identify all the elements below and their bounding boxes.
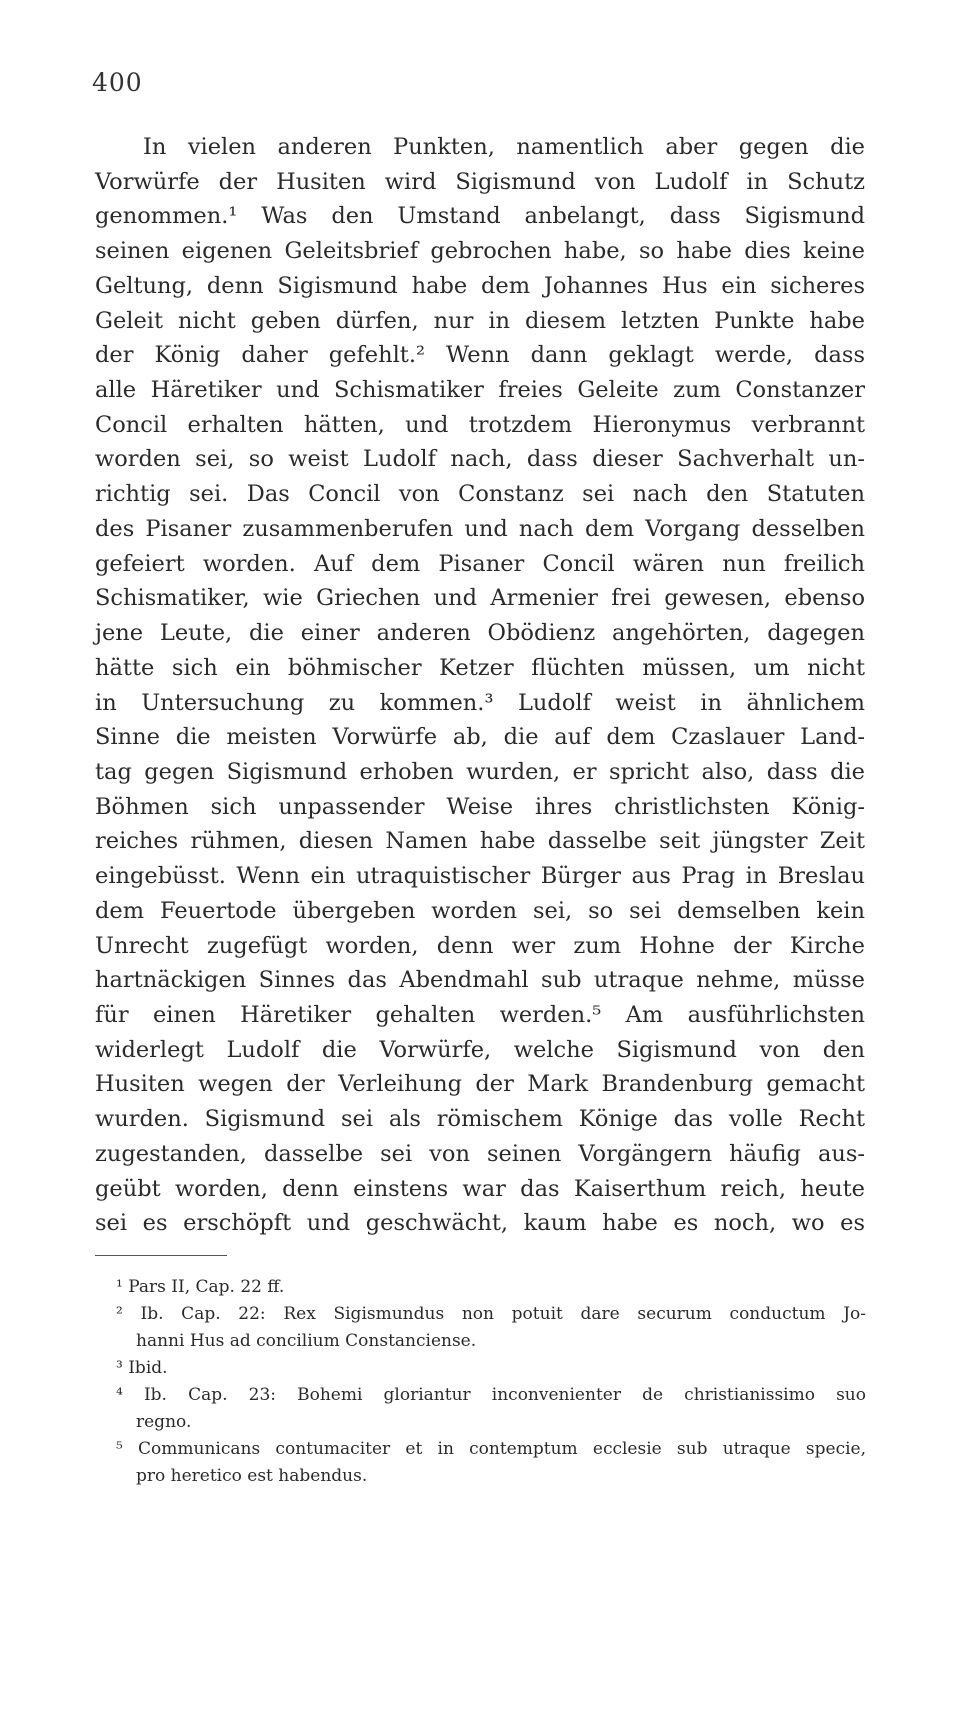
text-line: gefeiert worden. Auf dem Pisaner Concil wären nun freilich (95, 550, 865, 577)
text-line: des Pisaner zusammenberufen und nach dem Vorgang desselben (95, 515, 865, 542)
page-number: 400 (92, 68, 143, 97)
text-line: widerlegt Ludolf die Vorwürfe, welche Sigismund von den (95, 1036, 865, 1063)
text-line: Unrecht zugefügt worden, denn wer zum Hohne der Kirche (95, 932, 865, 959)
text-line: der König daher gefehlt.² Wenn dann geklagt werde, dass (95, 342, 865, 369)
text-line: zugestanden, dasselbe sei von seinen Vorgängern häufig aus- (95, 1140, 865, 1167)
text-line: Böhmen sich unpassender Weise ihres christlichsten König- (95, 793, 865, 820)
text-line: hätte sich ein böhmischer Ketzer flüchten müssen, um nicht (95, 654, 865, 681)
text-line: richtig sei. Das Concil von Constanz sei nach den Statuten (95, 481, 865, 508)
text-line: Husiten wegen der Verleihung der Mark Brandenburg gemacht (95, 1071, 865, 1098)
text-line: In vielen anderen Punkten, namentlich aber gegen die (143, 134, 865, 160)
text-line: wurden. Sigismund sei als römischem Könige das volle Recht (95, 1106, 865, 1133)
text-line: Schismatiker, wie Griechen und Armenier frei gewesen, ebenso (95, 585, 865, 612)
footnote-3: ³ Ibid. (116, 1358, 168, 1378)
footnote-1: ¹ Pars II, Cap. 22 ff. (116, 1277, 285, 1297)
text-line: Sinne die meisten Vorwürfe ab, die auf dem Czaslauer Land- (95, 724, 865, 751)
footnotes (116, 1274, 866, 1490)
footnote-divider (95, 1255, 227, 1256)
footnote-5: ⁵ Communicans contumaciter et in contemptum ecclesie sub utraque specie, (116, 1439, 866, 1459)
text-line: alle Häretiker und Schismatiker freies Geleite zum Constanzer (95, 377, 865, 404)
text-line: seinen eigenen Geleitsbrief gebrochen habe, so habe dies keine (95, 238, 865, 265)
footnote-4: ⁴ Ib. Cap. 23: Bohemi gloriantur inconvenienter de christianissimo suo (116, 1385, 866, 1405)
text-line: tag gegen Sigismund erhoben wurden, er spricht also, dass die (95, 758, 865, 785)
footnote-4-continuation: regno. (136, 1412, 192, 1432)
text-line: hartnäckigen Sinnes das Abendmahl sub utraque nehme, müsse (95, 967, 865, 994)
text-line: eingebüsst. Wenn ein utraquistischer Bürger aus Prag in Breslau (95, 863, 865, 890)
text-line: geübt worden, denn einstens war das Kaiserthum reich, heute (95, 1175, 865, 1202)
text-line: reiches rühmen, diesen Namen habe dasselbe seit jüngster Zeit (95, 828, 865, 855)
main-text (95, 130, 865, 1241)
footnote-2: ² Ib. Cap. 22: Rex Sigismundus non potuit dare securum conductum Jo- (116, 1304, 866, 1324)
text-line: worden sei, so weist Ludolf nach, dass dieser Sachverhalt un- (95, 446, 865, 473)
text-line: Geltung, denn Sigismund habe dem Johannes Hus ein sicheres (95, 272, 865, 299)
text-line: in Untersuchung zu kommen.³ Ludolf weist in ähnlichem (95, 689, 865, 716)
text-line: genommen.¹ Was den Umstand anbelangt, dass Sigismund (95, 203, 865, 230)
text-line: für einen Häretiker gehalten werden.⁵ Am ausführlichsten (95, 1001, 865, 1028)
footnote-5-continuation: pro heretico est habendus. (136, 1466, 368, 1486)
text-line: Vorwürfe der Husiten wird Sigismund von Ludolf in Schutz (95, 168, 865, 195)
text-line: Geleit nicht geben dürfen, nur in diesem letzten Punkte habe (95, 307, 865, 334)
text-line: jene Leute, die einer anderen Obödienz angehörten, dagegen (95, 620, 865, 647)
text-line: dem Feuertode übergeben worden sei, so sei demselben kein (95, 897, 865, 924)
text-line: Concil erhalten hätten, und trotzdem Hieronymus verbrannt (95, 411, 865, 438)
footnote-2-continuation: hanni Hus ad concilium Constanciense. (136, 1331, 477, 1351)
text-line: sei es erschöpft und geschwächt, kaum habe es noch, wo es (95, 1210, 865, 1237)
